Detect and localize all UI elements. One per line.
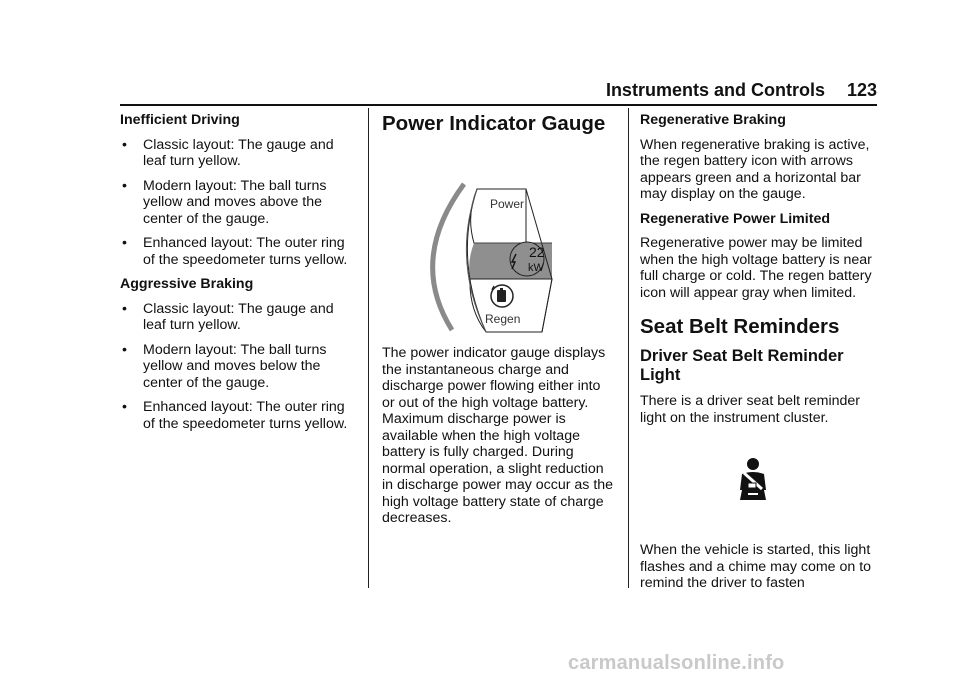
list-item: • Modern layout: The ball turns yellow and moves below the center of the gauge.	[122, 341, 327, 391]
gauge-power-label: Power	[490, 197, 525, 211]
regenerative-braking-text: When regenerative braking is active, the regen battery icon with arrows appears green and a horizontal bar may display on the gauge.	[640, 136, 870, 202]
list-item: • Classic layout: The gauge and leaf turn yellow.	[122, 136, 334, 169]
driver-seat-belt-heading: Driver Seat Belt Reminder Light	[640, 347, 844, 384]
list-item: • Enhanced layout: The outer ring of the speedometer turns yellow.	[122, 399, 348, 432]
regenerative-power-limited-text: Regenerative power may be limited when the high voltage battery is near full charge or cold. The regen battery icon will appear gray when limited.	[640, 235, 872, 301]
gauge-outer-arc	[433, 184, 464, 330]
power-indicator-gauge-title: Power Indicator Gauge	[382, 112, 606, 135]
header-rule	[120, 104, 877, 106]
column-divider	[368, 108, 369, 588]
watermark: carmanualsonline.info	[568, 652, 785, 674]
seat-belt-reminders-title: Seat Belt Reminders	[640, 315, 840, 338]
power-gauge-description: The power indicator gauge displays the instantaneous charge and discharge power flowing either into or out of the high voltage battery. Maximum discharge power is available when the high voltage battery is fully charged. During normal operation, a slight reduction in discharge power may occur as the high voltage battery state of charge decreases.	[382, 345, 614, 526]
page-header	[580, 80, 877, 101]
driver-seat-belt-text: There is a driver seat belt reminder light on the instrument cluster.	[640, 393, 860, 426]
column-3	[640, 108, 878, 600]
gauge-value: 22	[529, 244, 545, 260]
list-item: • Modern layout: The ball turns yellow and moves above the center of the gauge.	[122, 177, 327, 227]
gauge-regen-label: Regen	[485, 312, 521, 326]
gauge-unit: kW	[528, 262, 544, 274]
regenerative-power-limited-heading: Regenerative Power Limited	[640, 210, 831, 227]
seat-belt-icon-container	[640, 434, 878, 534]
inefficient-driving-heading: Inefficient Driving	[120, 112, 240, 128]
seat-belt-icon	[728, 456, 778, 506]
page-number: 123	[846, 80, 877, 100]
regenerative-braking-heading: Regenerative Braking	[640, 112, 786, 128]
regen-battery-icon	[491, 285, 513, 307]
column-divider	[628, 108, 629, 588]
vehicle-started-text: When the vehicle is started, this light flashes and a chime may come on to remind the driver to fasten	[640, 542, 872, 591]
power-gauge-illustration	[382, 150, 614, 335]
list-item: • Enhanced layout: The outer ring of the speedometer turns yellow.	[122, 235, 348, 268]
aggressive-braking-heading: Aggressive Braking	[120, 276, 254, 292]
column-1	[120, 108, 352, 440]
column-2	[382, 108, 614, 535]
section-title: Instruments and Controls	[605, 80, 825, 100]
list-item: • Classic layout: The gauge and leaf turn yellow.	[122, 300, 334, 333]
